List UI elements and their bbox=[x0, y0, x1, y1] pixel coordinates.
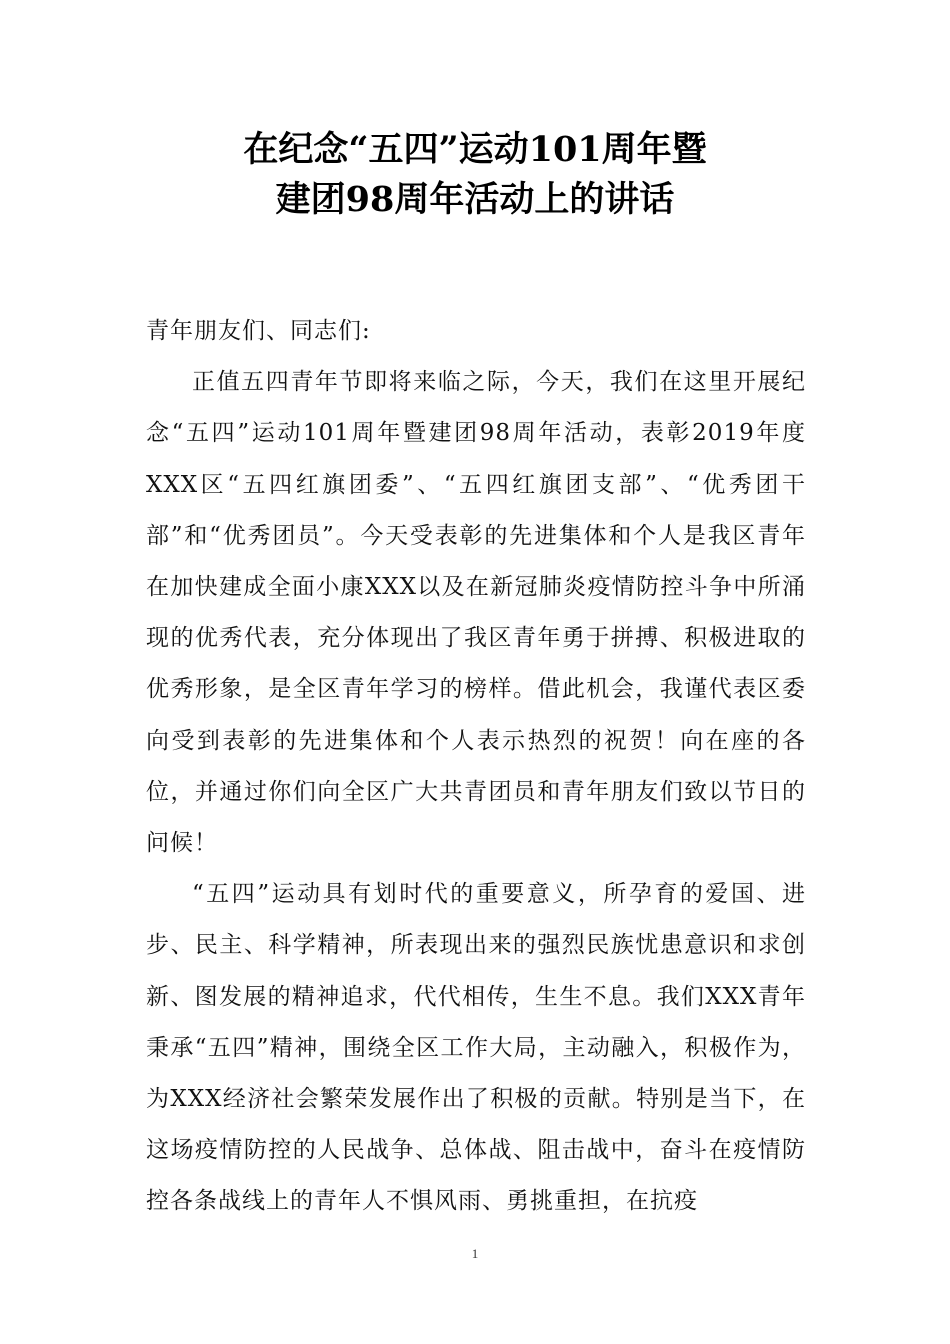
paragraph-2: “五四”运动具有划时代的重要意义，所孕育的爱国、进步、民主、科学精神，所表现出来的强烈民族忧患意识和求创新、图发展的精神追求，代代相传，生生不息。我们XXX青年秉承“五四”精神，围绕全区工作大局，主动融入，积极作为，为XXX经济社会繁荣发展作出了积极的贡献。特别是当下，在这场疫情防控的人民战争、总体战、阻击战中，奋斗在疫情防控各条战线上的青年人不惧风雨、勇挑重担，在抗疫 bbox=[146, 881, 806, 1215]
document-title bbox=[0, 125, 950, 225]
page-number: 1 bbox=[471, 1246, 479, 1261]
salutation: 青年朋友们、同志们: bbox=[146, 318, 371, 344]
title-line-1: 在纪念“五四”运动101周年暨 bbox=[243, 129, 707, 170]
paragraph-1: 正值五四青年节即将来临之际，今天，我们在这里开展纪念“五四”运动101周年暨建团98周年活动，表彰2019年度XXX区“五四红旗团委”、“五四红旗团支部”、“优秀团干部”和“优秀团员”。今天受表彰的先进集体和个人是我区青年在加快建成全面小康XXX以及在新冠肺炎疫情防控斗争中所涌现的优秀代表，充分体现出了我区青年勇于拼搏、积极进取的优秀形象，是全区青年学习的榜样。借此机会，我谨代表区委向受到表彰的先进集体和个人表示热烈的祝贺！向在座的各位，并通过你们向全区广大共青团员和青年朋友们致以节日的问候！ bbox=[146, 369, 806, 857]
document-body bbox=[146, 306, 806, 1228]
title-line-2: 建团98周年活动上的讲话 bbox=[275, 179, 675, 220]
